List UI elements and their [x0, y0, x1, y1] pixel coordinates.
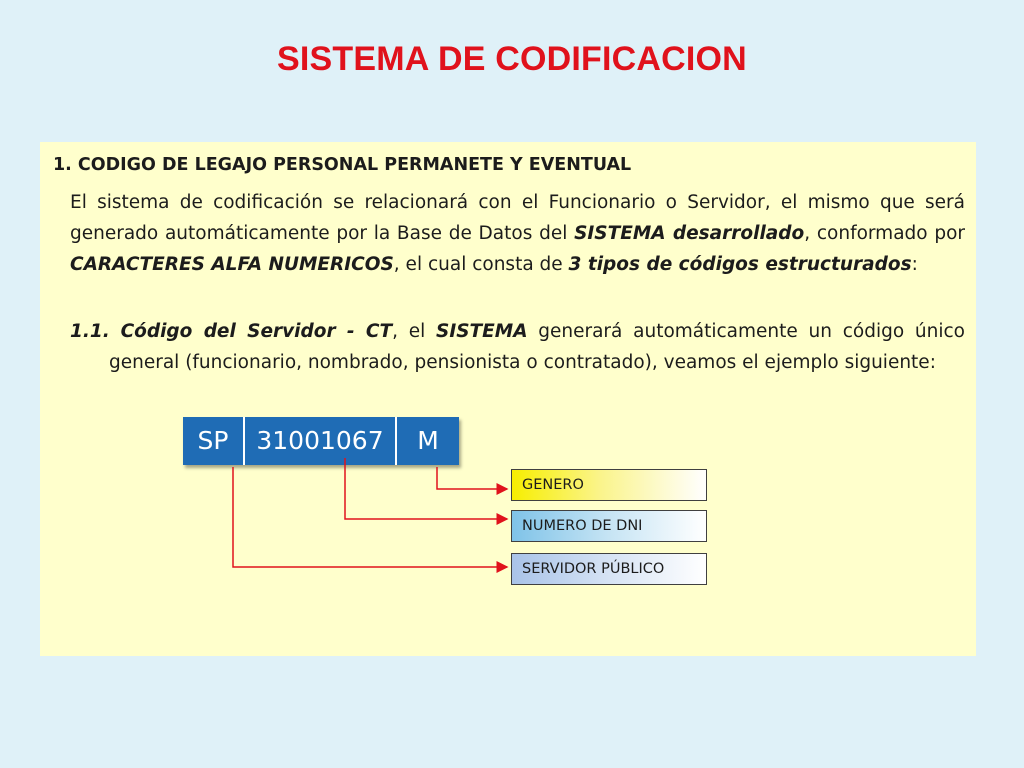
item-text-1: , el: [392, 321, 436, 342]
content-panel: [40, 142, 976, 656]
paragraph-text-2: , conformado por: [804, 223, 965, 244]
item-emphasis-2: SISTEMA: [436, 321, 528, 342]
code-segment-dni: 31001067: [245, 417, 397, 465]
code-segment-gender: M: [397, 417, 459, 465]
item-number: 1.1.: [70, 321, 110, 342]
section-heading: 1. CODIGO DE LEGAJO PERSONAL PERMANETE Y EVENTUAL: [53, 155, 632, 175]
paragraph-text-4: :: [911, 254, 918, 275]
slide-title: SISTEMA DE CODIFICACION: [277, 40, 747, 78]
item-text-2: generará automáticamente un código único general (funcionario, nombrado, pensionista o contratado), veamos el ejemplo siguiente:: [109, 321, 965, 373]
code-segment-prefix: SP: [183, 417, 245, 465]
legend-box-dni: NUMERO DE DNI: [511, 510, 707, 542]
subsection-item: [70, 316, 965, 378]
paragraph-emphasis-1: SISTEMA desarrollado: [574, 223, 805, 244]
description-paragraph: [70, 187, 965, 280]
paragraph-emphasis-2: CARACTERES ALFA NUMERICOS: [70, 254, 394, 275]
item-emphasis-1: Código del Servidor - CT: [120, 321, 393, 342]
paragraph-text-1: El sistema de codificación se relacionará con el Funcionario o Servidor, el mismo que será generado automáticamente por la Base de Datos del: [70, 192, 965, 244]
legend-box-genero: GENERO: [511, 469, 707, 501]
paragraph-emphasis-3: 3 tipos de códigos estructurados: [568, 254, 912, 275]
legend-box-servidor: SERVIDOR PÚBLICO: [511, 553, 707, 585]
code-example-table: [183, 417, 459, 465]
paragraph-text-3: , el cual consta de: [393, 254, 569, 275]
